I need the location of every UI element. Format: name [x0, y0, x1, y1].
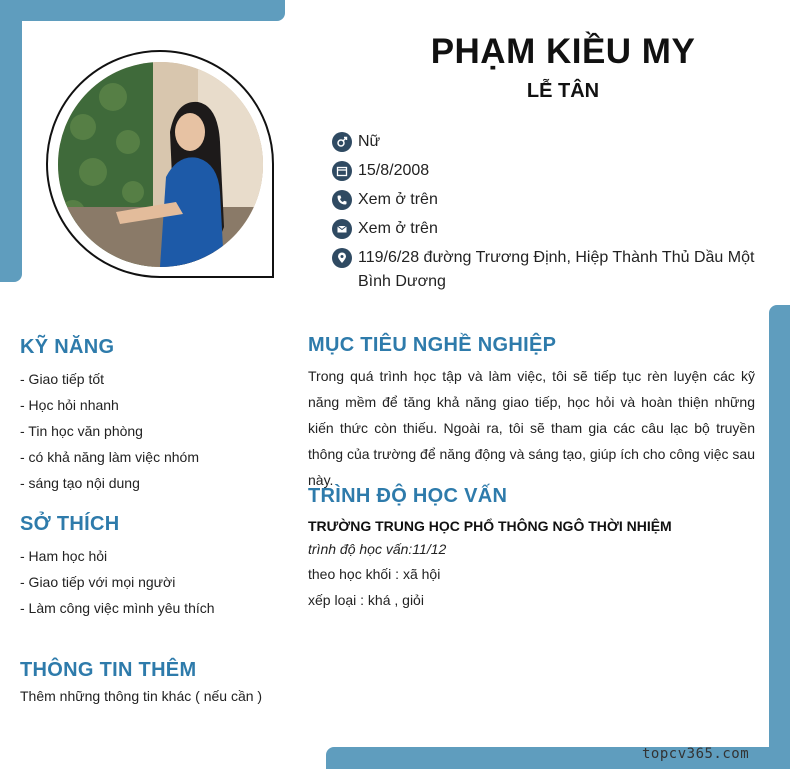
objective-title: MỤC TIÊU NGHỀ NGHIỆP: [308, 334, 557, 356]
list-item: - Giao tiếp với mọi người: [20, 574, 176, 590]
education-track: theo học khối : xã hội: [308, 566, 441, 582]
watermark: topcv365.com: [642, 746, 750, 762]
frame-accent-left: [0, 0, 22, 282]
skills-title: KỸ NĂNG: [20, 336, 115, 358]
phone-icon: [332, 190, 352, 210]
contact-birthday: [332, 161, 429, 183]
email-icon: [332, 219, 352, 239]
contact-email: [332, 219, 438, 241]
hobbies-title: SỞ THÍCH: [20, 513, 120, 535]
education-level: trình độ học vấn:11/12: [308, 541, 447, 557]
candidate-role: LỄ TÂN: [526, 80, 600, 102]
list-item: - Ham học hỏi: [20, 548, 108, 564]
calendar-icon: [332, 161, 352, 181]
contact-address: [332, 248, 762, 294]
gender-icon: [332, 132, 352, 152]
hobbies-list: [20, 543, 215, 621]
education-school: TRƯỜNG TRUNG HỌC PHỔ THÔNG NGÔ THỜI NHIỆM: [308, 518, 672, 534]
list-item: - Tin học văn phòng: [20, 423, 143, 439]
education-title: TRÌNH ĐỘ HỌC VẤN: [308, 485, 508, 507]
objective-text: Trong quá trình học tập và làm việc, tôi sẽ tiếp tục rèn luyện các kỹ năng mềm để tăng khả năng giao tiếp, học hỏi và hoàn thiện những kiến thức còn thiếu. Ngoài ra, tôi sẽ tham gia các câu lạc bộ truyền thông của trường để năng động và sáng tạo, giúp ích cho công việc sau này.: [308, 368, 755, 488]
candidate-name: PHẠM KIỀU MY: [430, 32, 696, 71]
contact-text: Xem ở trên: [358, 220, 438, 237]
contact-phone: [332, 190, 438, 212]
contact-text: Xem ở trên: [358, 191, 438, 208]
avatar: [58, 62, 263, 267]
list-item: - có khả năng làm việc nhóm: [20, 449, 199, 465]
list-item: - Học hỏi nhanh: [20, 397, 119, 413]
frame-accent-right: [769, 305, 790, 769]
list-item: - sáng tạo nội dung: [20, 475, 140, 491]
education-rank: xếp loại : khá , giỏi: [308, 592, 424, 608]
more-info-title: THÔNG TIN THÊM: [20, 659, 197, 681]
contact-text: 119/6/28 đường Trương Định, Hiệp Thành Thủ Dầu Một Bình Dương: [358, 249, 755, 290]
list-item: - Giao tiếp tốt: [20, 371, 105, 387]
list-item: - Làm công việc mình yêu thích: [20, 600, 215, 616]
more-info-text: Thêm những thông tin khác ( nếu cần ): [20, 688, 263, 704]
location-icon: [332, 248, 352, 268]
contact-text: Nữ: [358, 133, 381, 150]
frame-accent-top: [0, 0, 285, 21]
skills-list: [20, 366, 199, 496]
contact-gender: [332, 132, 380, 154]
contact-text: 15/8/2008: [358, 162, 430, 179]
